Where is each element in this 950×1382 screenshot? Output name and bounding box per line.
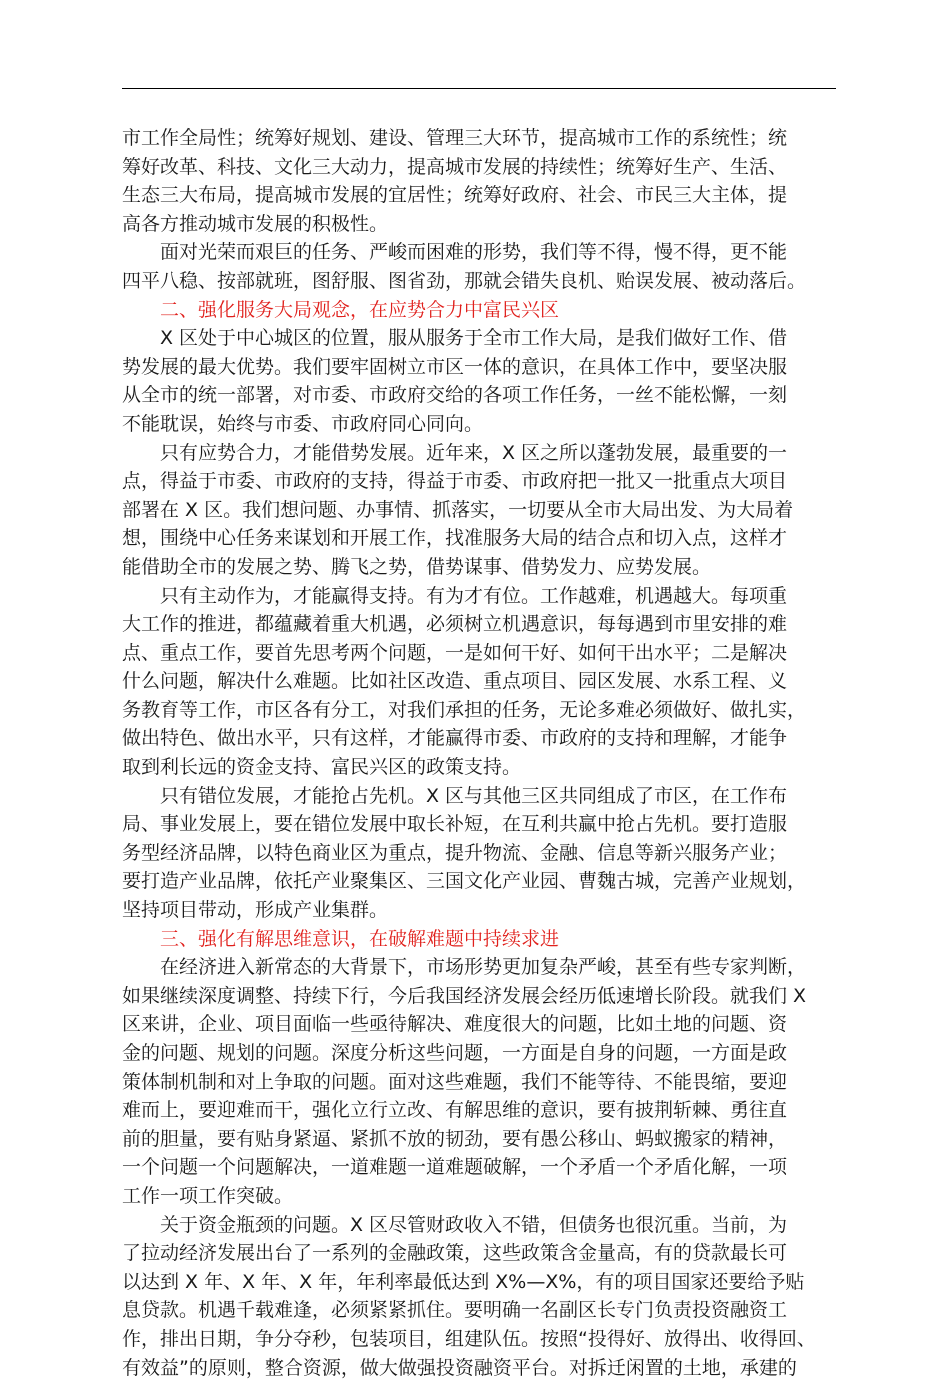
text-line: 想，围绕中心任务来谋划和开展工作，找准服务大局的结合点和切入点，这样才 [122, 527, 788, 550]
text-line: 如果继续深度调整、持续下行，今后我国经济发展会经历低速增长阶段。就我们 X [122, 984, 807, 1007]
text-line: 工作一项工作突破。 [122, 1184, 294, 1207]
text-line: 区来讲，企业、项目面临一些亟待解决、难度很大的问题，比如土地的问题、资 [122, 1013, 788, 1036]
text-line: 部署在 X 区。我们想问题、办事情、抓落实，一切要从全市大局出发、为大局着 [122, 498, 794, 521]
text-line: 作，排出日期，争分夺秒，包装项目，组建队伍。按照“投得好、放得出、收得回、 [122, 1327, 816, 1350]
text-line: 生态三大布局，提高城市发展的宜居性；统筹好政府、社会、市民三大主体，提 [122, 184, 788, 207]
text-line: 策体制机制和对上争取的问题。面对这些难题，我们不能等待、不能畏缩，要迎 [122, 1070, 788, 1093]
text-line: 面对光荣而艰巨的任务、严峻而困难的形势，我们等不得，慢不得，更不能 [160, 241, 788, 264]
text-line: 高各方推动城市发展的积极性。 [122, 212, 389, 235]
text-line: 点，得益于市委、市政府的支持，得益于市委、市政府把一批又一批重点大项目 [122, 470, 788, 493]
text-line: 四平八稳、按部就班，图舒服、图省劲，那就会错失良机、贻误发展、被动落后。 [122, 269, 807, 292]
section-heading: 二、强化服务大局观念，在应势合力中富民兴区 [160, 298, 560, 321]
text-line: 筹好改革、科技、文化三大动力，提高城市发展的持续性；统筹好生产、生活、 [122, 155, 788, 178]
text-line: 一个问题一个问题解决，一道难题一道难题破解，一个矛盾一个矛盾化解，一项 [122, 1156, 788, 1179]
text-line: 息贷款。机遇千载难逢，必须紧紧抓住。要明确一名副区长专门负责投资融资工 [122, 1299, 788, 1322]
section-heading: 三、强化有解思维意识，在破解难题中持续求进 [160, 927, 560, 950]
text-line: X 区处于中心城区的位置，服从服务于全市工作大局，是我们做好工作、借 [160, 327, 788, 350]
text-line: 从全市的统一部署，对市委、市政府交给的各项工作任务，一丝不能松懈，一刻 [122, 384, 788, 407]
text-line: 前的胆量，要有贴身紧逼、紧抓不放的韧劲，要有愚公移山、蚂蚁搬家的精神， [122, 1127, 788, 1150]
text-line: 以达到 X 年、X 年、X 年，年利率最低达到 X%—X%，有的项目国家还要给予贴 [122, 1270, 805, 1293]
text-line: 了拉动经济发展出台了一系列的金融政策，这些政策含金量高，有的贷款最长可 [122, 1242, 788, 1265]
text-line: 只有应势合力，才能借势发展。近年来，X 区之所以蓬勃发展，最重要的一 [160, 441, 788, 464]
text-line: 金的问题、规划的问题。深度分析这些问题，一方面是自身的问题，一方面是政 [122, 1042, 788, 1064]
document-body [122, 124, 848, 1382]
text-line: 大工作的推进，都蕴藏着重大机遇，必须树立机遇意识，每每遇到市里安排的难 [122, 613, 788, 636]
text-line: 势发展的最大优势。我们要牢固树立市区一体的意识，在具体工作中，要坚决服 [122, 355, 788, 378]
text-line: 要打造产业品牌，依托产业聚集区、三国文化产业园、曹魏古城，完善产业规划， [122, 870, 807, 893]
text-line: 务型经济品牌，以特色商业区为重点，提升物流、金融、信息等新兴服务产业； [122, 841, 788, 864]
text-line: 难而上，要迎难而干，强化立行立改、有解思维的意识，要有披荆斩棘、勇往直 [122, 1099, 788, 1122]
text-line: 在经济进入新常态的大背景下，市场形势更加复杂严峻，甚至有些专家判断， [160, 956, 807, 979]
text-line: 做出特色、做出水平，只有这样，才能赢得市委、市政府的支持和理解，才能争 [122, 727, 788, 750]
header-rule [122, 88, 836, 89]
text-line: 不能耽误，始终与市委、市政府同心同向。 [122, 412, 484, 435]
text-line: 只有主动作为，才能赢得支持。有为才有位。工作越难，机遇越大。每项重 [160, 584, 788, 607]
text-line: 取到利长远的资金支持、富民兴区的政策支持。 [122, 756, 522, 779]
text-line: 只有错位发展，才能抢占先机。X 区与其他三区共同组成了市区，在工作布 [160, 784, 788, 807]
text-line: 关于资金瓶颈的问题。X 区尽管财政收入不错，但债务也很沉重。当前，为 [160, 1213, 788, 1236]
text-line: 务教育等工作，市区各有分工，对我们承担的任务，无论多难必须做好、做扎实， [122, 698, 807, 721]
text-line: 有效益”的原则，整合资源，做大做强投资融资平台。对拆迁闲置的土地，承建的 [122, 1356, 797, 1379]
text-line: 能借助全市的发展之势、腾飞之势，借势谋事、借势发力、应势发展。 [122, 555, 712, 578]
text-line: 市工作全局性；统筹好规划、建设、管理三大环节，提高城市工作的系统性；统 [122, 127, 788, 149]
text-line: 局、事业发展上，要在错位发展中取长补短，在互利共赢中抢占先机。要打造服 [122, 813, 788, 836]
text-line: 点、重点工作，要首先思考两个问题，一是如何干好、如何干出水平；二是解决 [122, 641, 788, 664]
text-line: 坚持项目带动，形成产业集群。 [122, 899, 389, 922]
text-line: 什么问题，解决什么难题。比如社区改造、重点项目、园区发展、水系工程、义 [122, 670, 788, 693]
